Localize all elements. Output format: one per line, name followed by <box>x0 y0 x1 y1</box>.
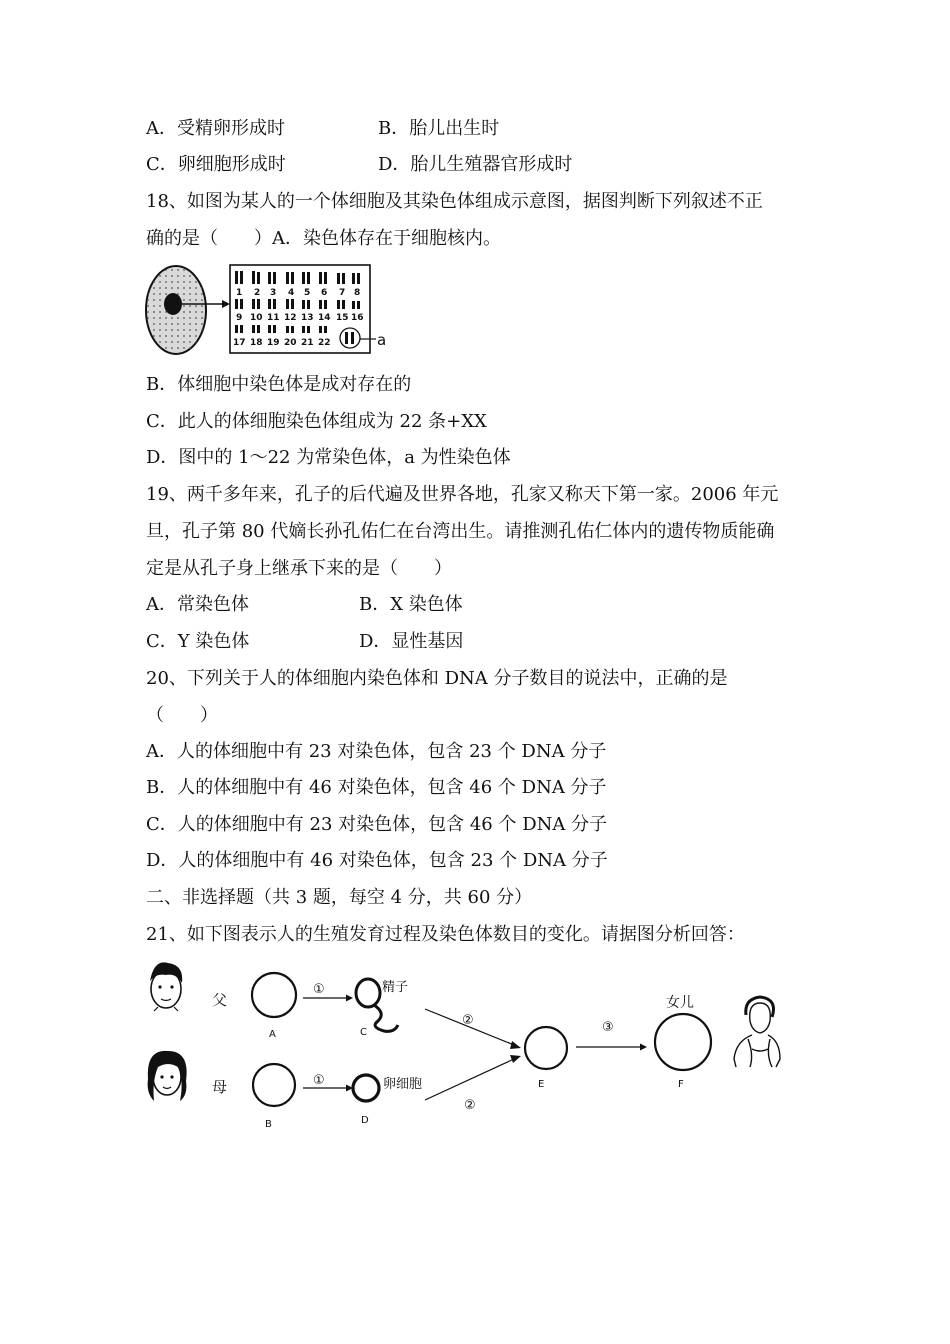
q17-option-a: A．受精卵形成时 <box>146 118 285 139</box>
label-step1-mother: ① <box>313 1073 325 1088</box>
chr-num: 9 <box>236 313 243 323</box>
q20-stem-line1: 20、下列关于人的体细胞内染色体和 DNA 分子数目的说法中，正确的是 <box>146 668 728 689</box>
q17-option-c: C．卵细胞形成时 <box>146 154 286 175</box>
label-e: E <box>538 1079 545 1090</box>
cell-a <box>252 973 296 1017</box>
arrowhead <box>510 1055 521 1063</box>
arrowhead <box>640 1044 647 1051</box>
q18-option-c: C．此人的体细胞染色体组成为 22 条+XX <box>146 411 487 432</box>
chr-num: 13 <box>301 313 314 323</box>
chr-num: 11 <box>267 313 280 323</box>
chr-num: 3 <box>270 288 277 298</box>
q18-stem-line2: 确的是（ ）A．染色体存在于细胞核内。 <box>146 228 501 249</box>
zygote-e <box>525 1027 567 1069</box>
cell-nucleus <box>164 293 182 315</box>
pointer-arrowhead <box>222 300 230 308</box>
chr-num: 17 <box>233 338 246 348</box>
chr-num: 20 <box>284 338 297 348</box>
father-portrait-icon <box>150 962 182 1011</box>
label-step3: ③ <box>602 1020 614 1035</box>
label-step2-upper: ② <box>462 1013 474 1028</box>
label-egg: 卵细胞 <box>383 1077 423 1092</box>
chr-num: 5 <box>304 288 311 298</box>
section-2-title: 二、非选择题（共 3 题，每空 4 分，共 60 分） <box>146 887 533 908</box>
arrowhead <box>346 995 353 1002</box>
q20-stem-line2: （ ） <box>146 705 218 726</box>
chr-num: 14 <box>318 313 331 323</box>
label-sperm: 精子 <box>382 980 409 995</box>
q17-option-b: B．胎儿出生时 <box>378 118 500 139</box>
q17-option-d: D．胎儿生殖器官形成时 <box>378 154 573 175</box>
reproduction-svg <box>140 955 790 1135</box>
sex-chromosome <box>351 332 354 344</box>
label-b: B <box>265 1119 272 1130</box>
q18-option-b: B．体细胞中染色体是成对存在的 <box>146 374 412 395</box>
chr-num: 21 <box>301 338 314 348</box>
q20-option-c: C．人的体细胞中有 23 对染色体，包含 46 个 DNA 分子 <box>146 814 608 835</box>
q19-option-c: C．Y 染色体 <box>146 631 250 652</box>
q18-karyotype-figure <box>140 262 400 362</box>
cell-b <box>253 1064 295 1106</box>
label-f: F <box>678 1079 684 1090</box>
mother-portrait-icon <box>148 1051 187 1101</box>
daughter-figure-icon <box>734 997 780 1067</box>
arrow-step2-egg <box>425 1059 514 1100</box>
chr-num: 7 <box>339 288 346 298</box>
chr-num: 12 <box>284 313 297 323</box>
q20-option-d: D．人的体细胞中有 46 对染色体，包含 23 个 DNA 分子 <box>146 850 608 871</box>
chr-num: 10 <box>250 313 263 323</box>
chr-num: 6 <box>321 288 328 298</box>
q18-option-d: D．图中的 1～22 为常染色体，a 为性染色体 <box>146 447 511 468</box>
sex-chromosome <box>345 332 348 344</box>
q21-stem: 21、如下图表示人的生殖发育过程及染色体数目的变化。请据图分析回答： <box>146 924 745 945</box>
egg-cell-d <box>353 1075 379 1101</box>
chr-num: 15 <box>336 313 349 323</box>
chr-num: 1 <box>236 288 243 298</box>
label-father: 父 <box>212 991 228 1009</box>
q19-option-d: D．显性基因 <box>359 631 464 652</box>
karyotype-svg <box>140 262 400 358</box>
label-a: a <box>377 331 387 349</box>
arrowhead <box>510 1041 521 1049</box>
label-a: A <box>269 1029 276 1040</box>
chr-num: 4 <box>288 288 295 298</box>
label-d: D <box>361 1115 369 1126</box>
q19-stem-line1: 19、两千多年来，孔子的后代遍及世界各地，孔家又称天下第一家。2006 年元 <box>146 484 779 505</box>
q20-option-a: A．人的体细胞中有 23 对染色体，包含 23 个 DNA 分子 <box>146 741 607 762</box>
chr-num: 18 <box>250 338 263 348</box>
q18-stem-line1: 18、如图为某人的一个体细胞及其染色体组成示意图，据图判断下列叙述不正 <box>146 191 763 212</box>
label-c: C <box>360 1027 367 1038</box>
q20-option-b: B．人的体细胞中有 46 对染色体，包含 46 个 DNA 分子 <box>146 777 607 798</box>
chr-num: 8 <box>354 288 361 298</box>
chr-num: 2 <box>254 288 261 298</box>
label-daughter: 女儿 <box>666 995 694 1011</box>
label-step1-father: ① <box>313 982 325 997</box>
q19-option-a: A．常染色体 <box>146 594 249 615</box>
chr-num: 22 <box>318 338 331 348</box>
label-step2-lower: ② <box>464 1098 476 1113</box>
label-mother: 母 <box>212 1078 228 1096</box>
chr-num: 16 <box>351 313 364 323</box>
q19-stem-line2: 旦，孔子第 80 代嫡长孙孔佑仁在台湾出生。请推测孔佑仁体内的遗传物质能确 <box>146 521 775 542</box>
q19-option-b: B．X 染色体 <box>359 594 463 615</box>
q21-reproduction-figure <box>140 955 790 1139</box>
q19-stem-line3: 定是从孔子身上继承下来的是（ ） <box>146 558 452 579</box>
chr-num: 19 <box>267 338 280 348</box>
daughter-f <box>655 1014 711 1070</box>
